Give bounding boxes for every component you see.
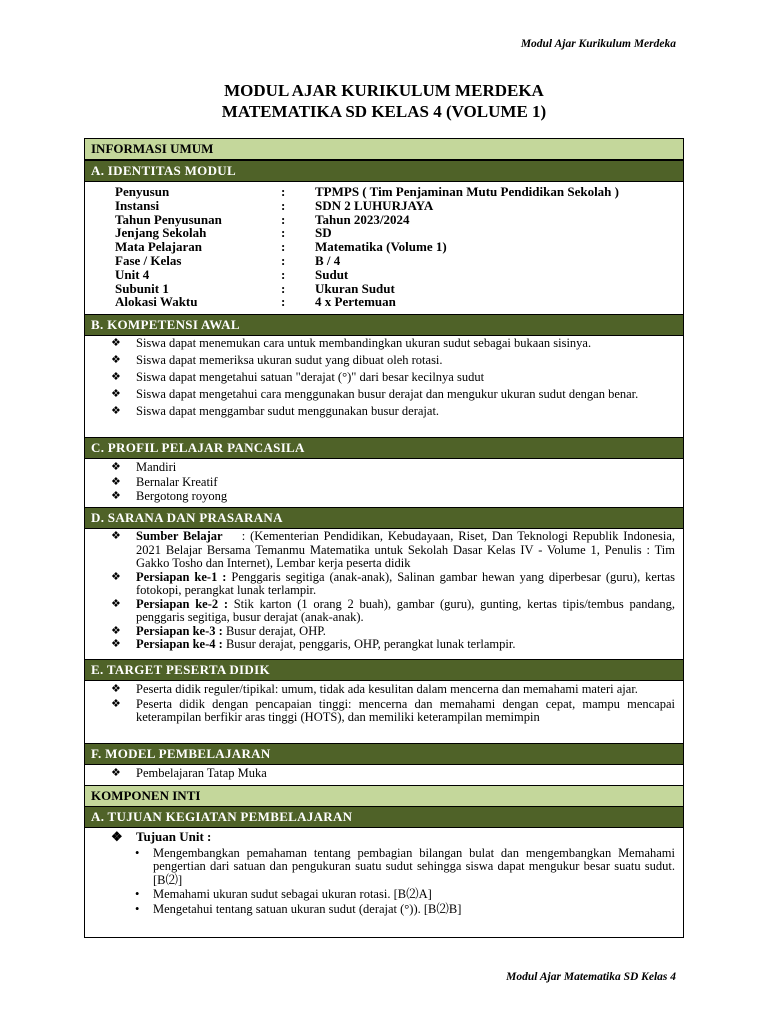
- module-frame: [84, 138, 684, 938]
- diamond-bullet-icon: ❖: [111, 475, 121, 488]
- profil-list: [85, 461, 683, 505]
- diamond-bullet-icon: ❖: [111, 624, 121, 637]
- identitas-value: Sudut: [315, 266, 349, 282]
- section-kompetensi-awal: B. KOMPETENSI AWAL: [85, 314, 683, 336]
- sarana-label: Persiapan ke-2 :: [136, 596, 228, 611]
- diamond-bullet-icon: ❖: [111, 530, 121, 542]
- tujuan-item: [85, 903, 683, 917]
- target-item: [85, 683, 683, 697]
- diamond-bullet-icon: ❖: [111, 388, 121, 400]
- profil-item: [85, 461, 683, 475]
- identitas-key: Alokasi Waktu: [115, 294, 198, 310]
- diamond-bullet-icon: ❖: [111, 767, 121, 779]
- diamond-bullet-icon: ❖: [111, 405, 121, 417]
- identitas-value: SDN 2 LUHURJAYA: [315, 197, 434, 213]
- round-bullet-icon: •: [135, 901, 140, 916]
- komp-text: Siswa dapat menemukan cara untuk membandingkan ukuran sudut sebagai bukaan sisinya.: [136, 336, 592, 350]
- tujuan-item-text: Mengetahui tentang satuan ukuran sudut (derajat (°)). [B⑵B]: [153, 901, 462, 916]
- title-line-2: MATEMATIKA SD KELAS 4 (VOLUME 1): [221, 102, 547, 121]
- sarana-label: Persiapan ke-1 :: [136, 569, 227, 584]
- section-tujuan-kegiatan: A. TUJUAN KEGIATAN PEMBELAJARAN: [85, 806, 683, 828]
- komp-text: Siswa dapat mengetahui satuan "derajat (°)" dari besar kecilnya sudut: [136, 370, 485, 384]
- sarana-text: Penggaris segitiga (anak-anak), Salinan gambar hewan yang diperbesar (guru), kertas fotokopi, perangkat lunak terlampir.: [136, 569, 675, 597]
- tujuan-block: [85, 830, 683, 917]
- identitas-key: Jenjang Sekolah: [115, 225, 207, 241]
- profil-item: [85, 476, 683, 490]
- komp-item: [85, 388, 683, 402]
- komp-item: [85, 405, 683, 419]
- identitas-value: Ukuran Sudut: [315, 280, 395, 296]
- identitas-row: [115, 282, 695, 296]
- tujuan-item-text: Memahami ukuran sudut sebagai ukuran rotasi. [B⑵A]: [153, 887, 432, 901]
- tujuan-unit-heading: [85, 830, 683, 844]
- sarana-label: Persiapan ke-4 :: [136, 637, 223, 651]
- section-informasi-umum: INFORMASI UMUM: [85, 139, 683, 160]
- komp-item: [85, 371, 683, 385]
- section-profil-pelajar: C. PROFIL PELAJAR PANCASILA: [85, 437, 683, 459]
- target-list: [85, 683, 683, 726]
- section-model-pembelajaran: F. MODEL PEMBELAJARAN: [85, 743, 683, 765]
- section-komponen-inti: KOMPONEN INTI: [85, 785, 683, 807]
- identitas-row: [115, 199, 695, 213]
- target-text: Peserta didik reguler/tipikal: umum, tidak ada kesulitan dalam mencerna dan memahami materi ajar.: [136, 682, 638, 696]
- identitas-row: [115, 240, 695, 254]
- identitas-row: [115, 185, 695, 199]
- model-text: Pembelajaran Tatap Muka: [136, 766, 267, 780]
- diamond-bullet-icon: ❖: [111, 683, 121, 695]
- diamond-bullet-icon: ❖: [111, 570, 121, 583]
- tujuan-item: [85, 847, 683, 888]
- identitas-key: Subunit 1: [115, 280, 169, 296]
- sarana-text: (Kementerian Pendidikan, Kebudayaan, Riset, Dan Teknologi Republik Indonesia, 2021 Belajar Bersama Temanmu Matematika untuk Sekolah Dasar Kelas IV - Volume 1, Penulis : Tim Gakko Tosho dan Internet), Lembar kerja peserta didik: [136, 529, 675, 570]
- section-identitas-modul: A. IDENTITAS MODUL: [85, 160, 683, 182]
- sarana-item: [85, 625, 683, 639]
- diamond-bullet-icon: ❖: [111, 371, 121, 383]
- identitas-value: Matematika (Volume 1): [315, 239, 447, 255]
- sarana-label: Persiapan ke-3 :: [136, 623, 223, 638]
- target-text: Peserta didik dengan pencapaian tinggi: mencerna dan memahami dengan cepat, mampu mencapai keterampilan berfikir aras tinggi (HOTS), dan memiliki keterampilan memimpin: [136, 696, 675, 724]
- profil-text: Bernalar Kreatif: [136, 474, 218, 489]
- diamond-bullet-icon: ❖: [111, 638, 121, 650]
- round-bullet-icon: •: [135, 887, 140, 901]
- sarana-text: Busur derajat, penggaris, OHP, perangkat lunak terlampir.: [225, 637, 516, 651]
- sarana-sep: :: [222, 529, 251, 543]
- identitas-value: B / 4: [315, 252, 341, 268]
- identitas-key: Penyusun: [115, 184, 170, 199]
- identitas-key: Unit 4: [115, 266, 150, 282]
- komp-text: Siswa dapat mengetahui cara menggunakan busur derajat dan mengukur ukuran sudut dengan benar.: [136, 387, 639, 401]
- identitas-colon: :: [281, 266, 286, 282]
- komp-item: [85, 337, 683, 351]
- identitas-colon: :: [281, 280, 286, 296]
- identitas-value: Tahun 2023/2024: [315, 211, 410, 227]
- sarana-item: [85, 530, 683, 571]
- identitas-table: [115, 185, 695, 309]
- identitas-value: TPMPS ( Tim Penjaminan Mutu Pendidikan Sekolah ): [315, 184, 619, 199]
- identitas-row: [115, 295, 695, 309]
- diamond-bullet-icon: ❖: [111, 697, 121, 710]
- tujuan-item: [85, 888, 683, 902]
- target-item: [85, 698, 683, 725]
- model-list: [85, 767, 683, 781]
- komp-text: Siswa dapat memeriksa ukuran sudut yang dibuat oleh rotasi.: [136, 353, 443, 367]
- sarana-label: Sumber Belajar: [136, 529, 223, 543]
- round-bullet-icon: •: [135, 845, 140, 860]
- identitas-row: [115, 254, 695, 268]
- sarana-list: [85, 530, 683, 652]
- identitas-key: Fase / Kelas: [115, 252, 182, 268]
- sarana-text: Busur derajat, OHP.: [225, 623, 326, 638]
- identitas-colon: :: [281, 225, 286, 241]
- diamond-bullet-icon: ❖: [111, 354, 121, 366]
- identitas-key: Mata Pelajaran: [115, 239, 203, 255]
- tujuan-unit-label: Tujuan Unit :: [136, 829, 212, 844]
- section-sarana-prasarana: D. SARANA DAN PRASARANA: [85, 507, 683, 529]
- diamond-bullet-icon: ❖: [111, 337, 121, 349]
- identitas-colon: :: [281, 184, 286, 199]
- identitas-colon: :: [281, 252, 286, 268]
- identitas-colon: :: [281, 239, 286, 255]
- diamond-bullet-icon: ❖: [111, 490, 121, 502]
- kompetensi-list: [85, 337, 683, 422]
- profil-item: [85, 490, 683, 504]
- identitas-row: [115, 226, 695, 240]
- diamond-bullet-icon: ❖: [111, 461, 121, 473]
- identitas-key: Tahun Penyusunan: [115, 211, 222, 227]
- diamond-bullet-icon: ❖: [111, 829, 123, 844]
- sarana-item: [85, 571, 683, 598]
- running-header: Modul Ajar Kurikulum Merdeka: [520, 38, 676, 50]
- title-line-1: MODUL AJAR KURIKULUM MERDEKA: [224, 81, 544, 100]
- identitas-row: [115, 213, 695, 227]
- document-title: [0, 80, 768, 122]
- sarana-item: [85, 638, 683, 652]
- identitas-value: SD: [315, 225, 332, 241]
- identitas-value: 4 x Pertemuan: [315, 294, 396, 310]
- komp-item: [85, 354, 683, 368]
- sarana-item: [85, 598, 683, 625]
- identitas-key: Instansi: [115, 197, 160, 213]
- identitas-colon: :: [281, 211, 286, 227]
- sarana-text: Stik karton (1 orang 2 buah), gambar (guru), gunting, kertas tipis/tembus pandang, penggaris segitiga, busur derajat (anak-anak).: [136, 596, 675, 624]
- section-target-peserta: E. TARGET PESERTA DIDIK: [85, 659, 683, 681]
- identitas-row: [115, 268, 695, 282]
- identitas-colon: :: [281, 197, 286, 213]
- profil-text: Bergotong royong: [136, 489, 228, 503]
- diamond-bullet-icon: ❖: [111, 597, 121, 610]
- tujuan-item-text: Mengembangkan pemahaman tentang pembagian bilangan bulat dan mengembangkan Memahami pengertian dari satuan dan pengukuran suatu sudut sehingga siswa dapat mengukur besar suatu sudut. [B⑵]: [153, 845, 675, 887]
- identitas-colon: :: [281, 294, 286, 310]
- profil-text: Mandiri: [136, 460, 177, 474]
- model-item: [85, 767, 683, 781]
- komp-text: Siswa dapat menggambar sudut menggunakan busur derajat.: [136, 404, 440, 418]
- running-footer: Modul Ajar Matematika SD Kelas 4: [506, 971, 676, 983]
